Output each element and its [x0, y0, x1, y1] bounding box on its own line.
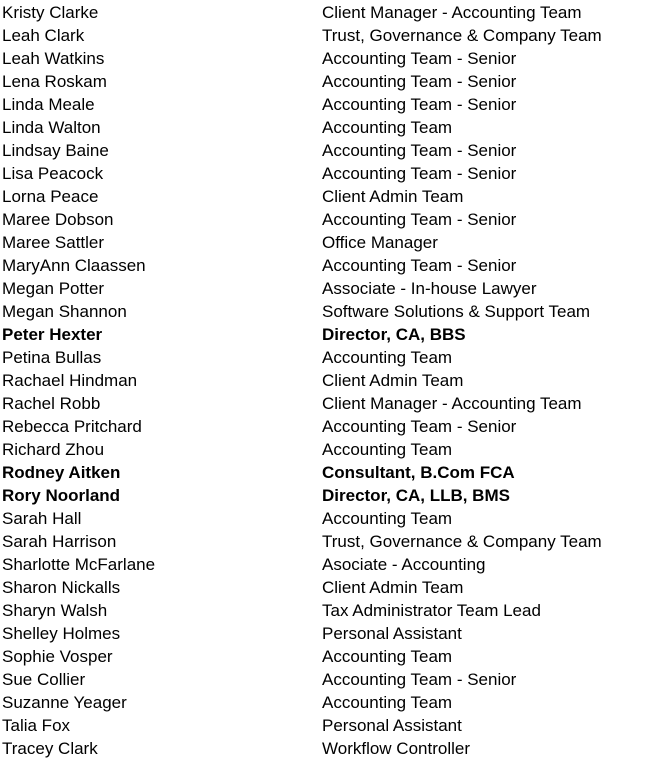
staff-role: Accounting Team - Senior: [322, 164, 517, 183]
staff-role: Client Admin Team: [322, 578, 464, 597]
staff-role: Accounting Team: [322, 693, 453, 712]
staff-name: Rachel Robb: [2, 394, 101, 413]
staff-row: [0, 461, 667, 484]
staff-name: Talia Fox: [2, 716, 71, 735]
staff-row: [0, 484, 667, 507]
staff-row: [0, 553, 667, 576]
staff-row: [0, 1, 667, 24]
staff-row: [0, 254, 667, 277]
staff-row: [0, 599, 667, 622]
staff-role: Accounting Team - Senior: [322, 210, 517, 229]
staff-name: Megan Shannon: [2, 302, 127, 321]
staff-row: [0, 116, 667, 139]
staff-row: [0, 392, 667, 415]
staff-role: Accounting Team - Senior: [322, 670, 517, 689]
staff-name: Linda Meale: [2, 95, 95, 114]
staff-name: Richard Zhou: [2, 440, 105, 459]
staff-role: Accounting Team: [322, 348, 453, 367]
staff-name: Lorna Peace: [2, 187, 99, 206]
staff-row: [0, 47, 667, 70]
staff-name: MaryAnn Claassen: [2, 256, 146, 275]
staff-role: Personal Assistant: [322, 624, 462, 643]
staff-name: Rodney Aitken: [2, 463, 121, 482]
staff-row: [0, 162, 667, 185]
staff-name: Megan Potter: [2, 279, 105, 298]
staff-row: [0, 530, 667, 553]
staff-name: Sharon Nickalls: [2, 578, 121, 597]
staff-name: Maree Dobson: [2, 210, 114, 229]
staff-role: Accounting Team: [322, 509, 453, 528]
staff-row: [0, 576, 667, 599]
staff-name: Lindsay Baine: [2, 141, 109, 160]
staff-name: Shelley Holmes: [2, 624, 121, 643]
staff-name: Maree Sattler: [2, 233, 105, 252]
staff-role: Director, CA, BBS: [322, 325, 466, 344]
staff-row: [0, 323, 667, 346]
staff-name: Sharlotte McFarlane: [2, 555, 156, 574]
staff-role: Trust, Governance & Company Team: [322, 532, 602, 551]
staff-name: Leah Watkins: [2, 49, 105, 68]
staff-name: Tracey Clark: [2, 739, 98, 758]
staff-name: Petina Bullas: [2, 348, 102, 367]
staff-role: Client Manager - Accounting Team: [322, 394, 582, 413]
staff-role: Accounting Team - Senior: [322, 141, 517, 160]
staff-row: [0, 346, 667, 369]
staff-role: Director, CA, LLB, BMS: [322, 486, 510, 505]
staff-role: Accounting Team - Senior: [322, 95, 517, 114]
staff-row: [0, 645, 667, 668]
staff-row: [0, 24, 667, 47]
staff-row: [0, 668, 667, 691]
staff-row: [0, 208, 667, 231]
staff-role: Consultant, B.Com FCA: [322, 463, 515, 482]
staff-role: Software Solutions & Support Team: [322, 302, 591, 321]
staff-row: [0, 737, 667, 760]
staff-name: Suzanne Yeager: [2, 693, 127, 712]
staff-role: Accounting Team: [322, 647, 453, 666]
staff-name: Peter Hexter: [2, 325, 103, 344]
staff-row: [0, 185, 667, 208]
staff-role: Trust, Governance & Company Team: [322, 26, 602, 45]
staff-row: [0, 277, 667, 300]
staff-role: Client Manager - Accounting Team: [322, 3, 582, 22]
staff-role: Accounting Team - Senior: [322, 72, 517, 91]
staff-name: Sarah Harrison: [2, 532, 117, 551]
staff-row: [0, 415, 667, 438]
staff-row: [0, 438, 667, 461]
staff-role: Personal Assistant: [322, 716, 462, 735]
staff-row: [0, 231, 667, 254]
staff-name: Leah Clark: [2, 26, 85, 45]
staff-name: Lena Roskam: [2, 72, 107, 91]
staff-role: Accounting Team: [322, 440, 453, 459]
staff-name: Rachael Hindman: [2, 371, 138, 390]
staff-role: Office Manager: [322, 233, 438, 252]
staff-name: Rebecca Pritchard: [2, 417, 142, 436]
staff-row: [0, 714, 667, 737]
staff-name: Sarah Hall: [2, 509, 82, 528]
staff-row: [0, 369, 667, 392]
staff-role: Accounting Team: [322, 118, 453, 137]
staff-role: Accounting Team - Senior: [322, 49, 517, 68]
staff-name: Sue Collier: [2, 670, 86, 689]
staff-role: Workflow Controller: [322, 739, 471, 758]
staff-name: Rory Noorland: [2, 486, 121, 505]
staff-row: [0, 691, 667, 714]
staff-role: Client Admin Team: [322, 371, 464, 390]
staff-name: Lisa Peacock: [2, 164, 104, 183]
staff-role: Client Admin Team: [322, 187, 464, 206]
staff-row: [0, 300, 667, 323]
staff-name: Kristy Clarke: [2, 3, 99, 22]
staff-name: Linda Walton: [2, 118, 101, 137]
staff-name: Sophie Vosper: [2, 647, 113, 666]
staff-row: [0, 139, 667, 162]
staff-name: Sharyn Walsh: [2, 601, 108, 620]
staff-role: Asociate - Accounting: [322, 555, 486, 574]
staff-role: Accounting Team - Senior: [322, 417, 517, 436]
staff-row: [0, 93, 667, 116]
staff-role: Associate - In-house Lawyer: [322, 279, 537, 298]
staff-row: [0, 507, 667, 530]
staff-row: [0, 70, 667, 93]
staff-role: Tax Administrator Team Lead: [322, 601, 541, 620]
staff-role: Accounting Team - Senior: [322, 256, 517, 275]
staff-row: [0, 622, 667, 645]
